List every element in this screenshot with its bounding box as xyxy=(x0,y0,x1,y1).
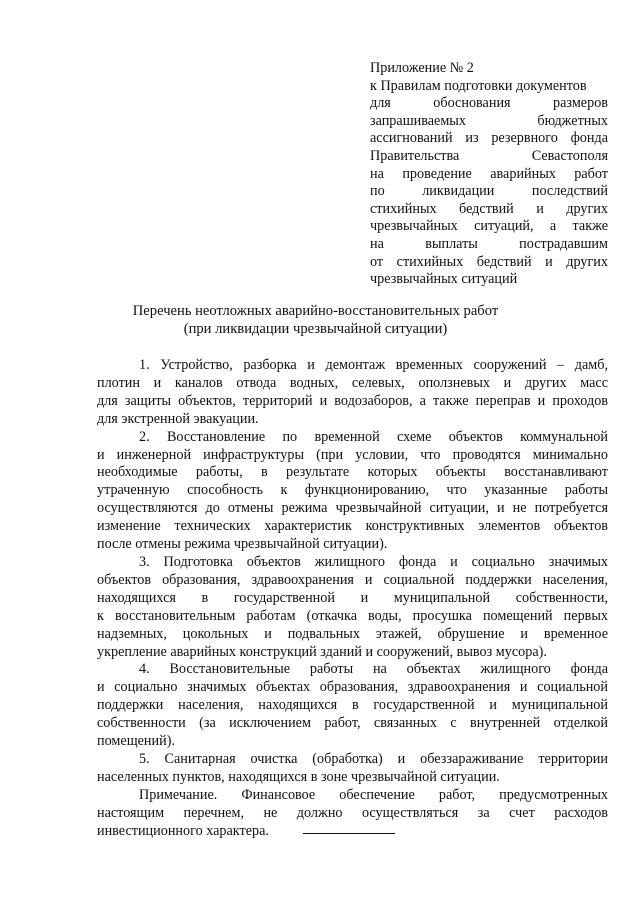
list-item-4 xyxy=(97,661,608,751)
appendix-line: для обоснования размеров xyxy=(370,95,608,112)
appendix-line: по ликвидации последствий xyxy=(370,183,608,200)
paragraph-line: объектов образования, здравоохранения и социальной поддержки населения, xyxy=(97,571,608,588)
paragraph-line: 1. Устройство, разборка и демонтаж временных сооружений – дамб, xyxy=(139,357,608,373)
appendix-line: от стихийных бедствий и других xyxy=(370,253,608,270)
paragraph-line: собственности (за исключением работ, связанных с внутренней отделкой xyxy=(97,715,608,732)
appendix-line: ассигнований из резервного фонда xyxy=(370,130,608,147)
appendix-line: чрезвычайных ситуаций xyxy=(370,271,518,288)
list-item-2 xyxy=(97,429,608,554)
paragraph-line: настоящим перечнем, не должно осуществляться за счет расходов xyxy=(97,804,608,821)
appendix-line: стихийных бедствий и других xyxy=(370,200,608,217)
title-subline: (при ликвидации чрезвычайной ситуации) xyxy=(183,320,448,337)
paragraph-line: утраченную способность к функционированию, что указанные работы xyxy=(97,482,608,499)
appendix-line: Приложение № 2 xyxy=(370,60,474,76)
appendix-line: на проведение аварийных работ xyxy=(370,165,608,182)
appendix-line: на выплаты пострадавшим xyxy=(370,235,608,252)
paragraph-line: инвестиционного характера. xyxy=(97,822,269,839)
paragraph-line: помещений). xyxy=(97,733,175,750)
paragraph-line: после отмены режима чрезвычайной ситуации). xyxy=(97,536,388,553)
paragraph-line: населенных пунктов, находящихся в зоне чрезвычайной ситуации. xyxy=(97,768,500,785)
appendix-line: чрезвычайных ситуаций, а также xyxy=(370,218,608,235)
paragraph-line: к восстановительным работам (откачка воды, просушка помещений первых xyxy=(97,607,608,624)
paragraph-line: 3. Подготовка объектов жилищного фонда и социально значимых xyxy=(139,553,608,570)
title-line: Перечень неотложных аварийно-восстановительных работ xyxy=(132,303,499,319)
paragraph-line: необходимые работы, в результате которых объекты восстанавливают xyxy=(97,464,608,481)
paragraph-line: для защиты объектов, территорий и водозаборов, а также переправ и проходов xyxy=(97,392,608,409)
paragraph-line: осуществляются до отмены режима чрезвычайной ситуации, и не потребуется xyxy=(97,500,608,517)
paragraph-line: надземных, цокольных и подвальных этажей, обрушение и временное xyxy=(97,625,608,642)
appendix-note xyxy=(370,60,608,289)
paragraph-line: для экстренной эвакуации. xyxy=(97,410,259,427)
paragraph-line: Примечание. Финансовое обеспечение работ, предусмотренных xyxy=(139,786,608,803)
appendix-line: Правительства Севастополя xyxy=(370,147,608,164)
paragraph-line: плотин и каналов отвода водных, селевых, оползневых и других масс xyxy=(97,374,608,391)
paragraph-line: 2. Восстановление по временной схеме объектов коммунальной xyxy=(139,428,608,445)
paragraph-line: и инженерной инфраструктуры (при условии, что проводятся минимально xyxy=(97,446,608,463)
paragraph-line: и социально значимых объектах образования, здравоохранения и социальной xyxy=(97,679,608,696)
paragraph-line: находящихся в государственной и муниципальной собственности, xyxy=(97,589,608,606)
end-separator-line xyxy=(303,833,395,834)
paragraph-line: изменение технических характеристик конструктивных элементов объектов xyxy=(97,518,608,535)
paragraph-line: 4. Восстановительные работы на объектах жилищного фонда xyxy=(139,661,608,678)
appendix-line: запрашиваемых бюджетных xyxy=(370,112,608,129)
appendix-line: к Правилам подготовки документов xyxy=(370,77,587,94)
paragraph-line: укрепление аварийных конструкций зданий и сооружений, вывоз мусора). xyxy=(97,643,547,660)
list-item-5 xyxy=(97,751,608,787)
list-item-3 xyxy=(97,554,608,661)
list-item-1 xyxy=(97,357,608,429)
document-title xyxy=(100,303,531,338)
paragraph-line: 5. Санитарная очистка (обработка) и обеззараживание территории xyxy=(139,750,608,767)
paragraph-line: поддержки населения, находящихся в государственной и муниципальной xyxy=(97,697,608,714)
document-body xyxy=(97,357,608,840)
